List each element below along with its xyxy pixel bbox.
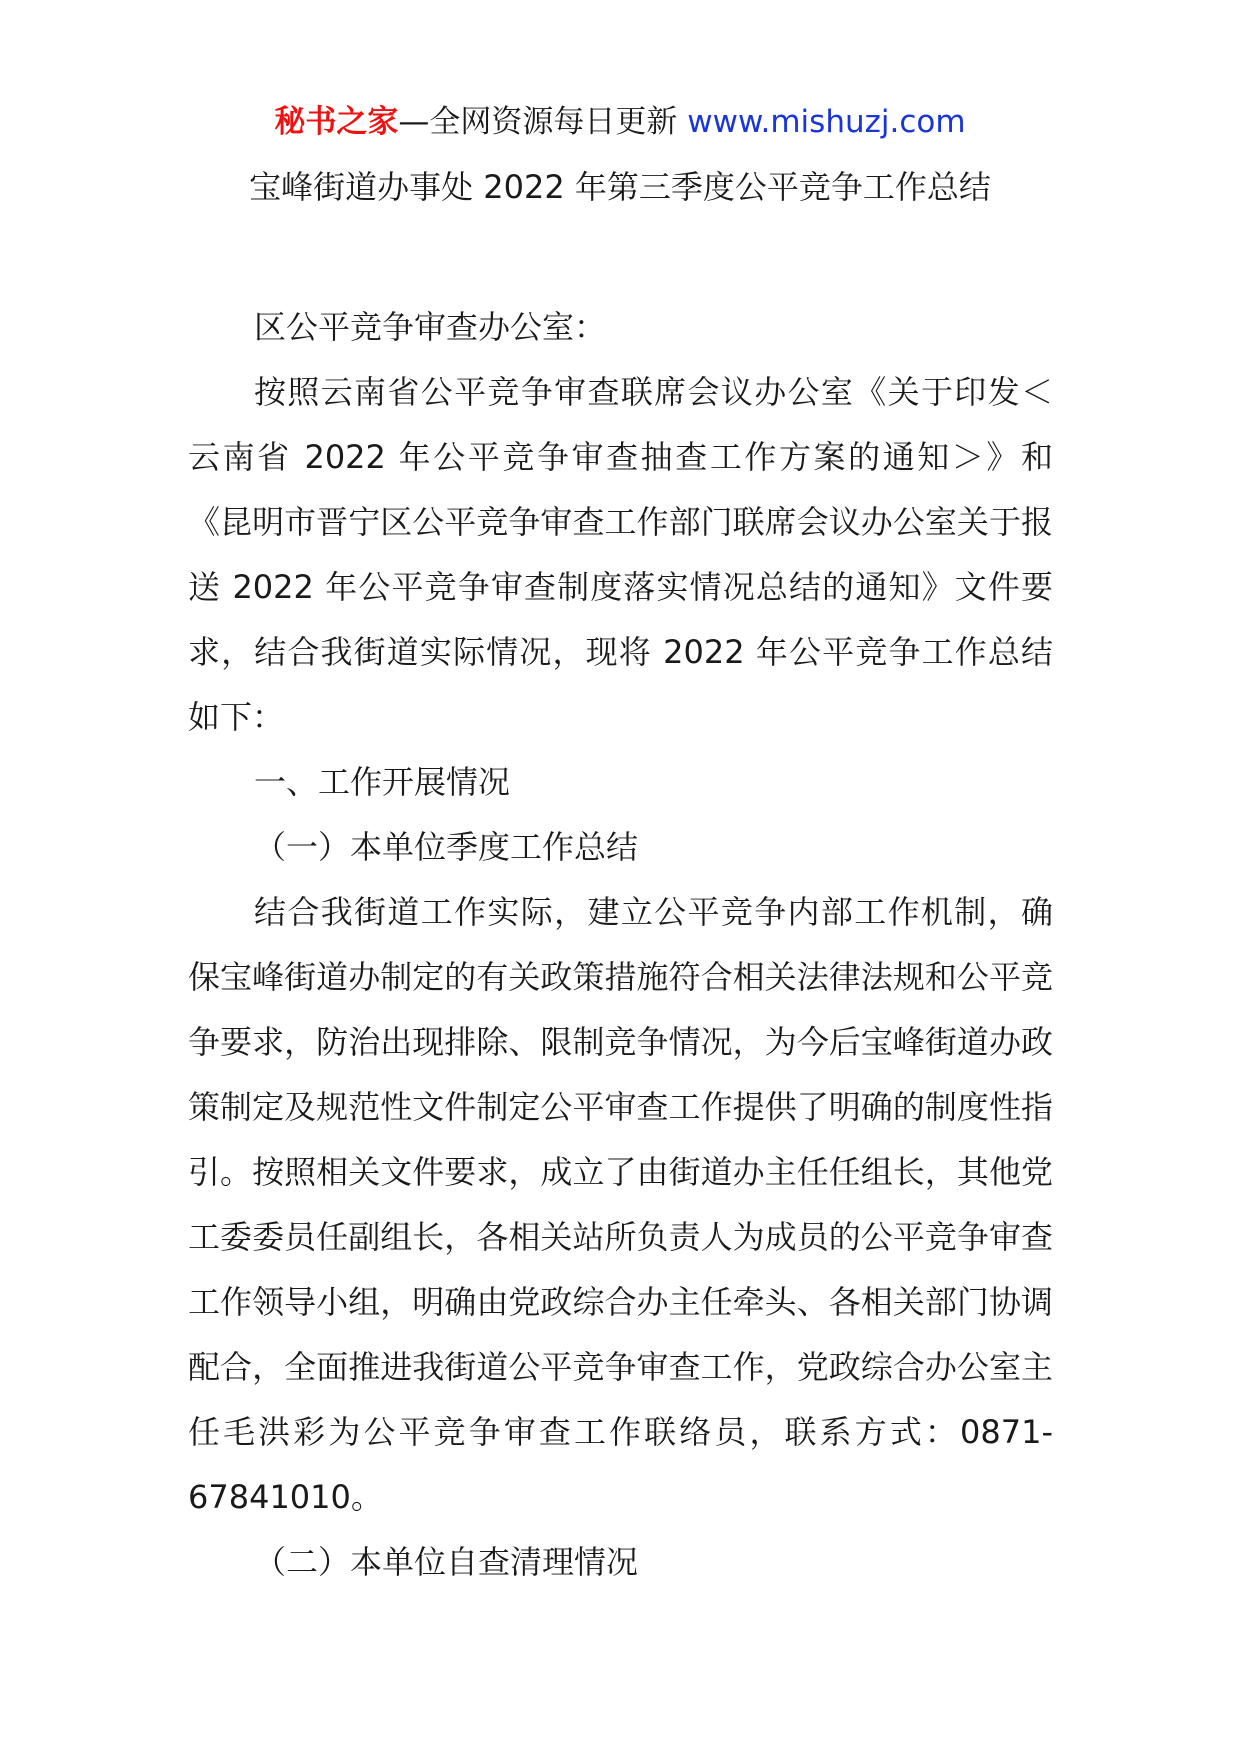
subsection-heading: （一）本单位季度工作总结 (254, 828, 639, 866)
site-brand: 秘书之家 (274, 104, 399, 140)
subsection-heading: （二）本单位自查清理情况 (254, 1543, 639, 1581)
document-body (188, 295, 1053, 1595)
section-heading: 一、工作开展情况 (254, 763, 511, 801)
document-title: 宝峰街道办事处 2022 年第三季度公平竞争工作总结 (249, 168, 991, 206)
site-header (0, 100, 1240, 144)
site-tagline: —全网资源每日更新 (398, 104, 688, 140)
paragraph-body: 结合我街道工作实际，建立公平竞争内部工作机制，确保宝峰街道办制定的有关政策措施符合相关法律法规和公平竞争要求，防治出现排除、限制竞争情况，为今后宝峰街道办政策制定及规范性文件制定公平审查工作提供了明确的制度性指引。按照相关文件要求，成立了由街道办主任任组长，其他党工委委员任副组长，各相关站所负责人为成员的公平竞争审查工作领导小组，明确由党政综合办主任牵头、各相关部门协调配合，全面推进我街道公平竞争审查工作，党政综合办公室主任毛洪彩为公平竞争审查工作联络员，联系方式：0871-67841010。 (188, 893, 1053, 1516)
paragraph-intro: 按照云南省公平竞争审查联席会议办公室《关于印发＜云南省 2022 年公平竞争审查抽查工作方案的通知＞》和《昆明市晋宁区公平竞争审查工作部门联席会议办公室关于报送 2022 年公平竞争审查制度落实情况总结的通知》文件要求，结合我街道实际情况，现将 2022 年公平竞争工作总结如下： (188, 373, 1053, 736)
site-url-link[interactable]: www.mishuzj.com (687, 104, 966, 140)
salutation: 区公平竞争审查办公室： (254, 308, 607, 346)
